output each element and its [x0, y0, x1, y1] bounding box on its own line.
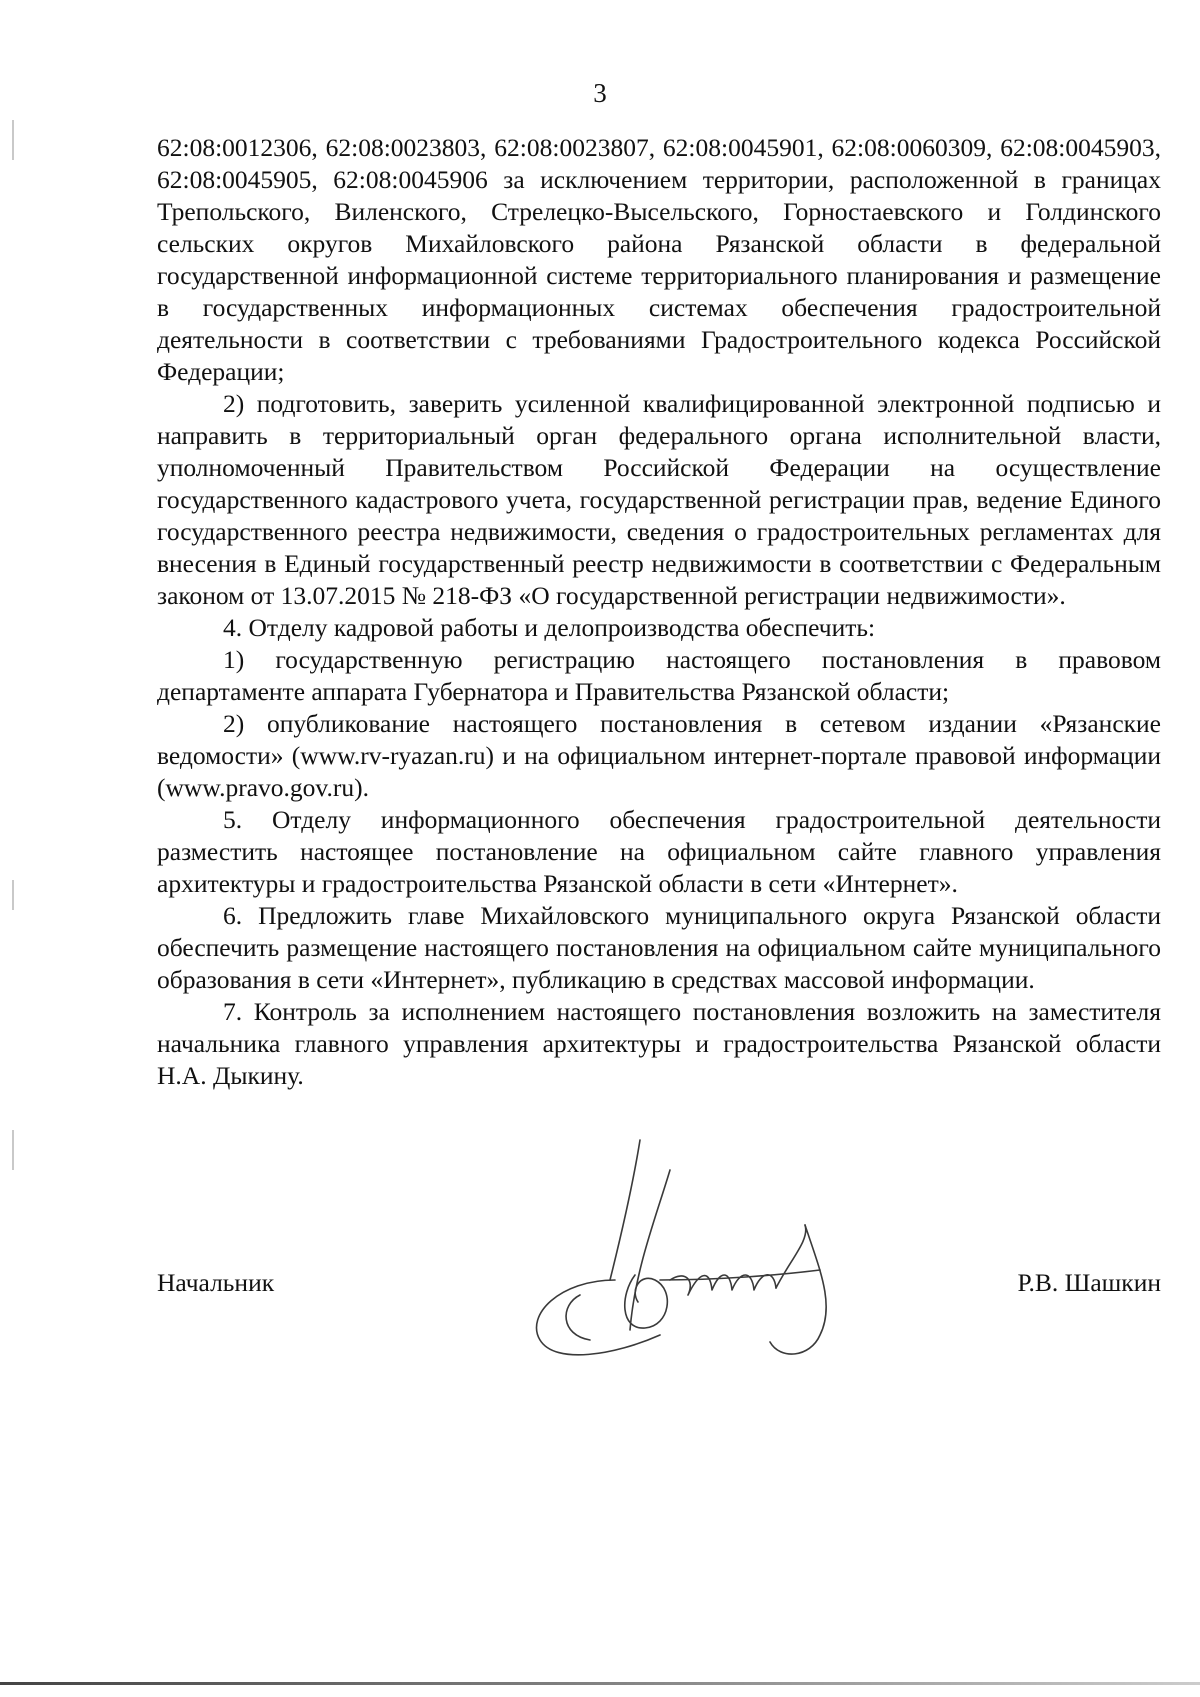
signatory-name: Р.В. Шашкин	[1017, 1268, 1161, 1297]
scan-bottom-edge	[0, 1682, 1200, 1685]
paragraph-item-2: 2) подготовить, заверить усиленной квалифицированной электронной подписью и направить в территориальный орган федерального органа исполнительной власти, уполномоченный Правительством Российской Федерации на осуществление государственного кадастрового учета, государственной регистрации прав, ведение Единого государственного реестра недвижимости, сведения о градостроительных регламентах для внесения в Единый государственный реестр недвижимости в соответствии с Федеральным законом от 13.07.2015 № 218-ФЗ «О государственной регистрации недвижимости».	[157, 389, 1161, 610]
page-number: 3	[593, 78, 607, 108]
document-body	[157, 132, 1161, 1092]
signatory-position: Начальник	[157, 1268, 275, 1297]
handwritten-signature	[520, 1130, 880, 1380]
paragraph-section-7: 7. Контроль за исполнением настоящего постановления возложить на заместителя начальника главного управления архитектуры и градостроительства Рязанской области Н.А. Дыкину.	[157, 997, 1161, 1090]
paragraph-continuation: 62:08:0012306, 62:08:0023803, 62:08:0023807, 62:08:0045901, 62:08:0060309, 62:08:0045903, 62:08:0045905, 62:08:0045906 за исключением территории, расположенной в границах Трепольского, Виленского, Стрелецко-Высельского, Горностаевского и Голдинского сельских округов Михайловского района Рязанской области в федеральной государственной информационной системе территориального планирования и размещение в государственных информационных системах обеспечения градостроительной деятельности в соответствии с требованиями Градостроительного кодекса Российской Федерации;	[157, 133, 1161, 386]
scan-margin-mark	[12, 1130, 14, 1170]
paragraph-section-4-item-2: 2) опубликование настоящего постановления в сетевом издании «Рязанские ведомости» (www.rv-ryazan.ru) и на официальном интернет-портале правовой информации (www.pravo.gov.ru).	[157, 709, 1161, 802]
paragraph-section-6: 6. Предложить главе Михайловского муниципального округа Рязанской области обеспечить размещение настоящего постановления на официальном сайте муниципального образования в сети «Интернет», публикацию в средствах массовой информации.	[157, 901, 1161, 994]
paragraph-section-4: 4. Отделу кадровой работы и делопроизводства обеспечить:	[223, 613, 876, 642]
scan-margin-mark	[12, 880, 14, 910]
paragraph-section-4-item-1: 1) государственную регистрацию настоящего постановления в правовом департаменте аппарата Губернатора и Правительства Рязанской области;	[157, 645, 1161, 706]
scan-margin-mark	[12, 120, 14, 160]
paragraph-section-5: 5. Отделу информационного обеспечения градостроительной деятельности разместить настоящее постановление на официальном сайте главного управления архитектуры и градостроительства Рязанской области в сети «Интернет».	[157, 805, 1161, 898]
